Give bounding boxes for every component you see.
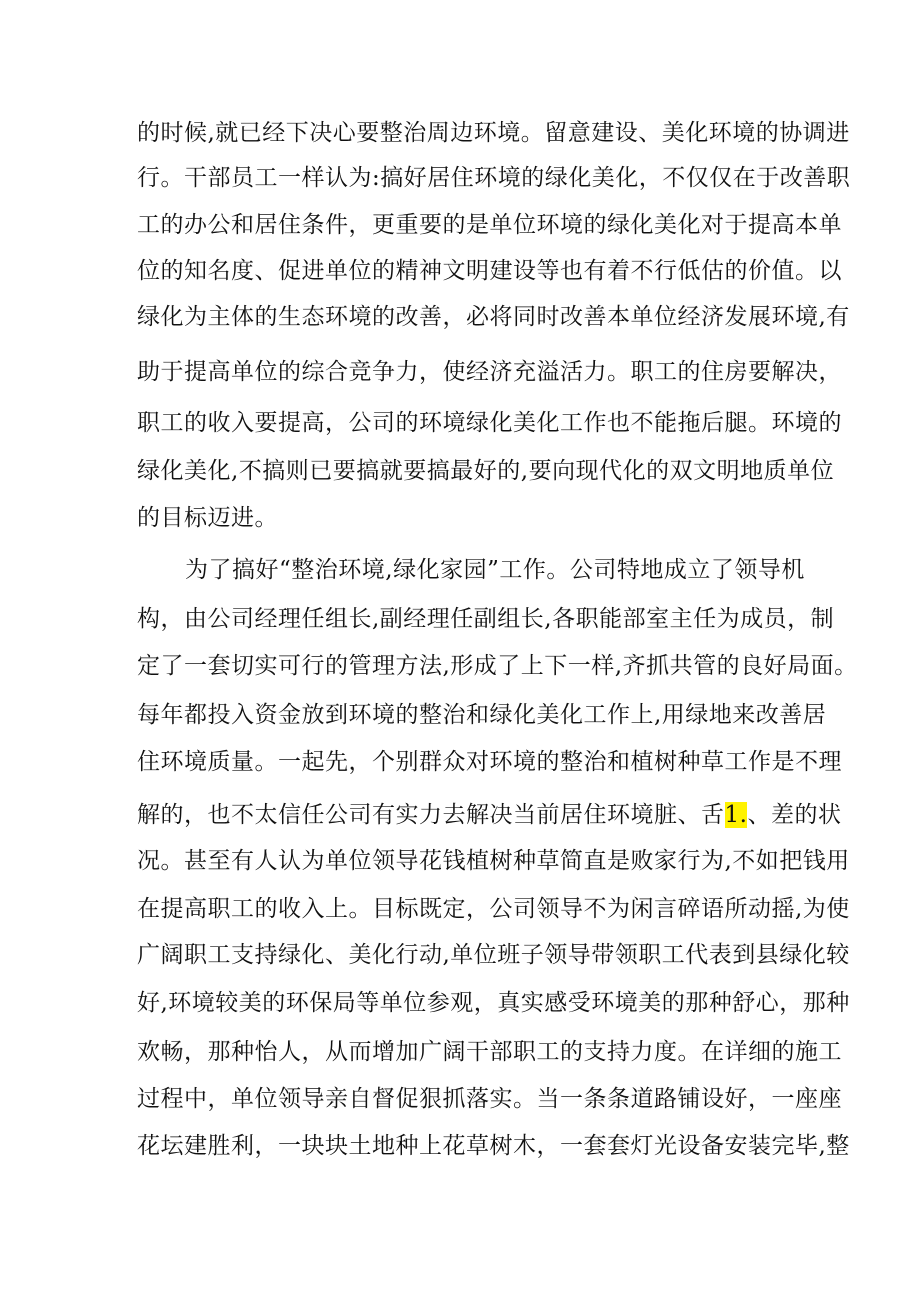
p1-line-7: 职工的收入要提高，公司的环境绿化美化工作也不能拖后腿。环境的 (137, 410, 842, 436)
p2-line-9: 广阔职工支持绿化、美化行动,单位班子领导带领职工代表到县绿化较 (137, 942, 850, 968)
p1-line-3: 工的办公和居住条件，更重要的是单位环境的绿化美化对于提高本单 (137, 212, 842, 238)
p2-line-2: 构，由公司经理任组长,副经理任副组长,各职能部室主任为成员，制 (137, 606, 835, 632)
p1-line-6: 助于提高单位的综合竞争力，使经济充溢活力。职工的住房要解决， (137, 359, 842, 385)
p2-line-5: 住环境质量。一起先，个别群众对环境的整治和植树种草工作是不理 (137, 749, 842, 775)
p1-line-5: 绿化为主体的生态环境的改善，必将同时改善本单位经济发展环境,有 (137, 304, 850, 330)
p2-line-4: 每年都投入资金放到环境的整治和绿化美化工作上,用绿地来改善居 (137, 702, 827, 728)
p1-line-2: 行。干部员工一样认为:搞好居住环境的绿化美化，不仅仅在于改善职 (137, 165, 851, 191)
p2-line-12: 过程中，单位领导亲自督促狠抓落实。当一条条道路铺设好，一座座 (137, 1086, 842, 1112)
p1-line-4: 位的知名度、促进单位的精神文明建设等也有着不行低估的价值。以 (137, 258, 842, 284)
p1-line-1: 的时候,就已经下决心要整治周边环境。留意建设、美化环境的协调进 (137, 120, 850, 146)
p1-line-8: 绿化美化,不搞则已要搞就要搞最好的,要向现代化的双文明地质单位 (137, 458, 835, 484)
p2-line-11: 欢畅，那种怡人，从而增加广阔干部职工的支持力度。在详细的施工 (137, 1039, 842, 1065)
highlighted-text: 1. (724, 802, 748, 828)
p2-line-3: 定了一套切实可行的管理方法,形成了上下一样,齐抓共管的良好局面。 (137, 653, 858, 679)
p2-line-8: 在提高职工的收入上。目标既定，公司领导不为闲言碎语所动摇,为使 (137, 896, 850, 922)
p2-line-13: 花坛建胜利，一块块土地种上花草树木，一套套灯光设备安装完毕,整 (137, 1133, 850, 1159)
p2-line-6-before: 解的，也不太信任公司有实力去解决当前居住环境脏、舌 (137, 802, 725, 828)
p2-line-6 (137, 800, 841, 830)
p2-line-10: 好,环境较美的环保局等单位参观，真实感受环境美的那种舒心，那种 (137, 990, 850, 1016)
p2-line-6-after: 、差的状 (747, 802, 842, 828)
p2-line-7: 况。甚至有人认为单位领导花钱植树种草简直是败家行为,不如把钱用 (137, 848, 850, 874)
p1-line-9: 的目标迈进。 (137, 505, 278, 531)
p2-line-1: 为了搞好“整治环境,绿化家园”工作。公司特地成立了领导机 (185, 557, 805, 583)
